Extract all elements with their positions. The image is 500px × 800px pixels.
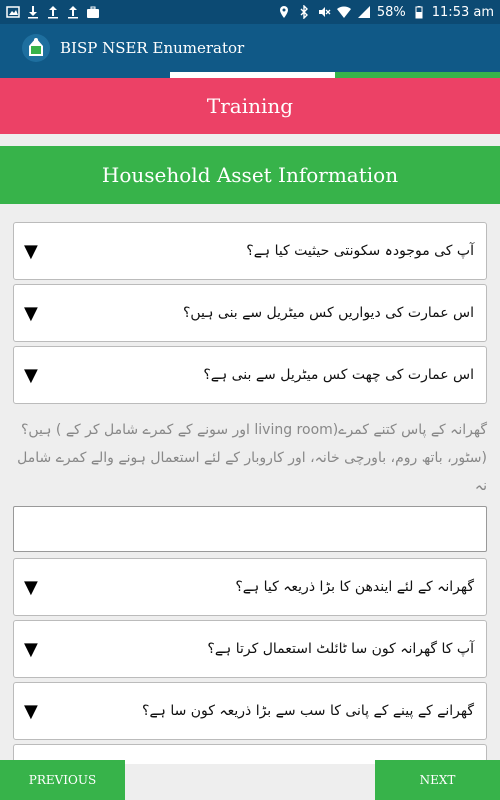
roof-material-dropdown[interactable] — [13, 346, 487, 404]
battery-icon — [412, 5, 426, 19]
dropdown-arrow-icon: ▼ — [24, 700, 38, 722]
clock: 11:53 am — [431, 4, 494, 20]
question-label: آپ کا گھرانہ کون سا ٹائلٹ استعمال کرتا ہے؟ — [207, 641, 474, 657]
cooking-fuel-dropdown[interactable] — [13, 558, 487, 616]
upload-icon — [46, 5, 60, 19]
previous-button[interactable]: PREVIOUS — [0, 760, 125, 800]
download-icon — [26, 5, 40, 19]
dropdown-arrow-icon: ▼ — [24, 240, 38, 262]
dropdown-arrow-icon: ▼ — [24, 638, 38, 660]
question-label: گھرانے کے پینے کے پانی کا سب سے بڑا ذریعہ کون سا ہے؟ — [142, 703, 474, 719]
wall-material-dropdown[interactable] — [13, 284, 487, 342]
battery-percent: 58% — [376, 4, 406, 20]
mute-icon — [317, 5, 331, 19]
rooms-question-line2: (سٹور، باتھ روم، باورچی خانہ، اور کاروبار کے لئے استعمال ہونے والے کمرے شامل نہ — [17, 450, 487, 494]
location-icon — [277, 5, 291, 19]
system-status — [277, 5, 494, 20]
dropdown-arrow-icon: ▼ — [24, 302, 38, 324]
dropdown-arrow-icon: ▼ — [24, 576, 38, 598]
training-label: Training — [206, 94, 294, 118]
training-banner — [0, 78, 500, 134]
residence-status-dropdown[interactable] — [13, 222, 487, 280]
dropdown-arrow-icon: ▼ — [24, 364, 38, 386]
rooms-count-input[interactable] — [13, 506, 487, 552]
status-bar — [0, 0, 500, 24]
signal-icon — [357, 5, 371, 19]
question-label: آپ کی موجودہ سکونتی حیثیت کیا ہے؟ — [246, 243, 474, 259]
notification-icons — [6, 5, 100, 19]
briefcase-icon — [86, 5, 100, 19]
bluetooth-icon — [297, 5, 311, 19]
section-header — [0, 146, 500, 204]
drinking-water-dropdown[interactable] — [13, 682, 487, 740]
upload-icon — [66, 5, 80, 19]
toilet-type-dropdown[interactable] — [13, 620, 487, 678]
section-title: Household Asset Information — [101, 163, 399, 187]
app-bar — [0, 24, 500, 72]
next-button[interactable]: NEXT — [375, 760, 500, 800]
image-icon — [6, 5, 20, 19]
wifi-icon — [337, 5, 351, 19]
rooms-question-line1: گھرانہ کے پاس کتنے کمرے(living room اور سونے کے کمرے شامل کر کے ) ہیں؟ — [20, 422, 487, 438]
bottom-navigation — [0, 760, 500, 800]
question-label: اس عمارت کی چھت کس میٹریل سے بنی ہے؟ — [203, 367, 474, 383]
app-title: BISP NSER Enumerator — [60, 39, 245, 57]
question-label: اس عمارت کی دیواریں کس میٹریل سے بنی ہیں؟ — [182, 305, 474, 321]
pakistan-emblem-icon — [18, 30, 54, 66]
question-label: گھرانہ کے لئے ایندھن کا بڑا ذریعہ کیا ہے؟ — [235, 579, 474, 595]
